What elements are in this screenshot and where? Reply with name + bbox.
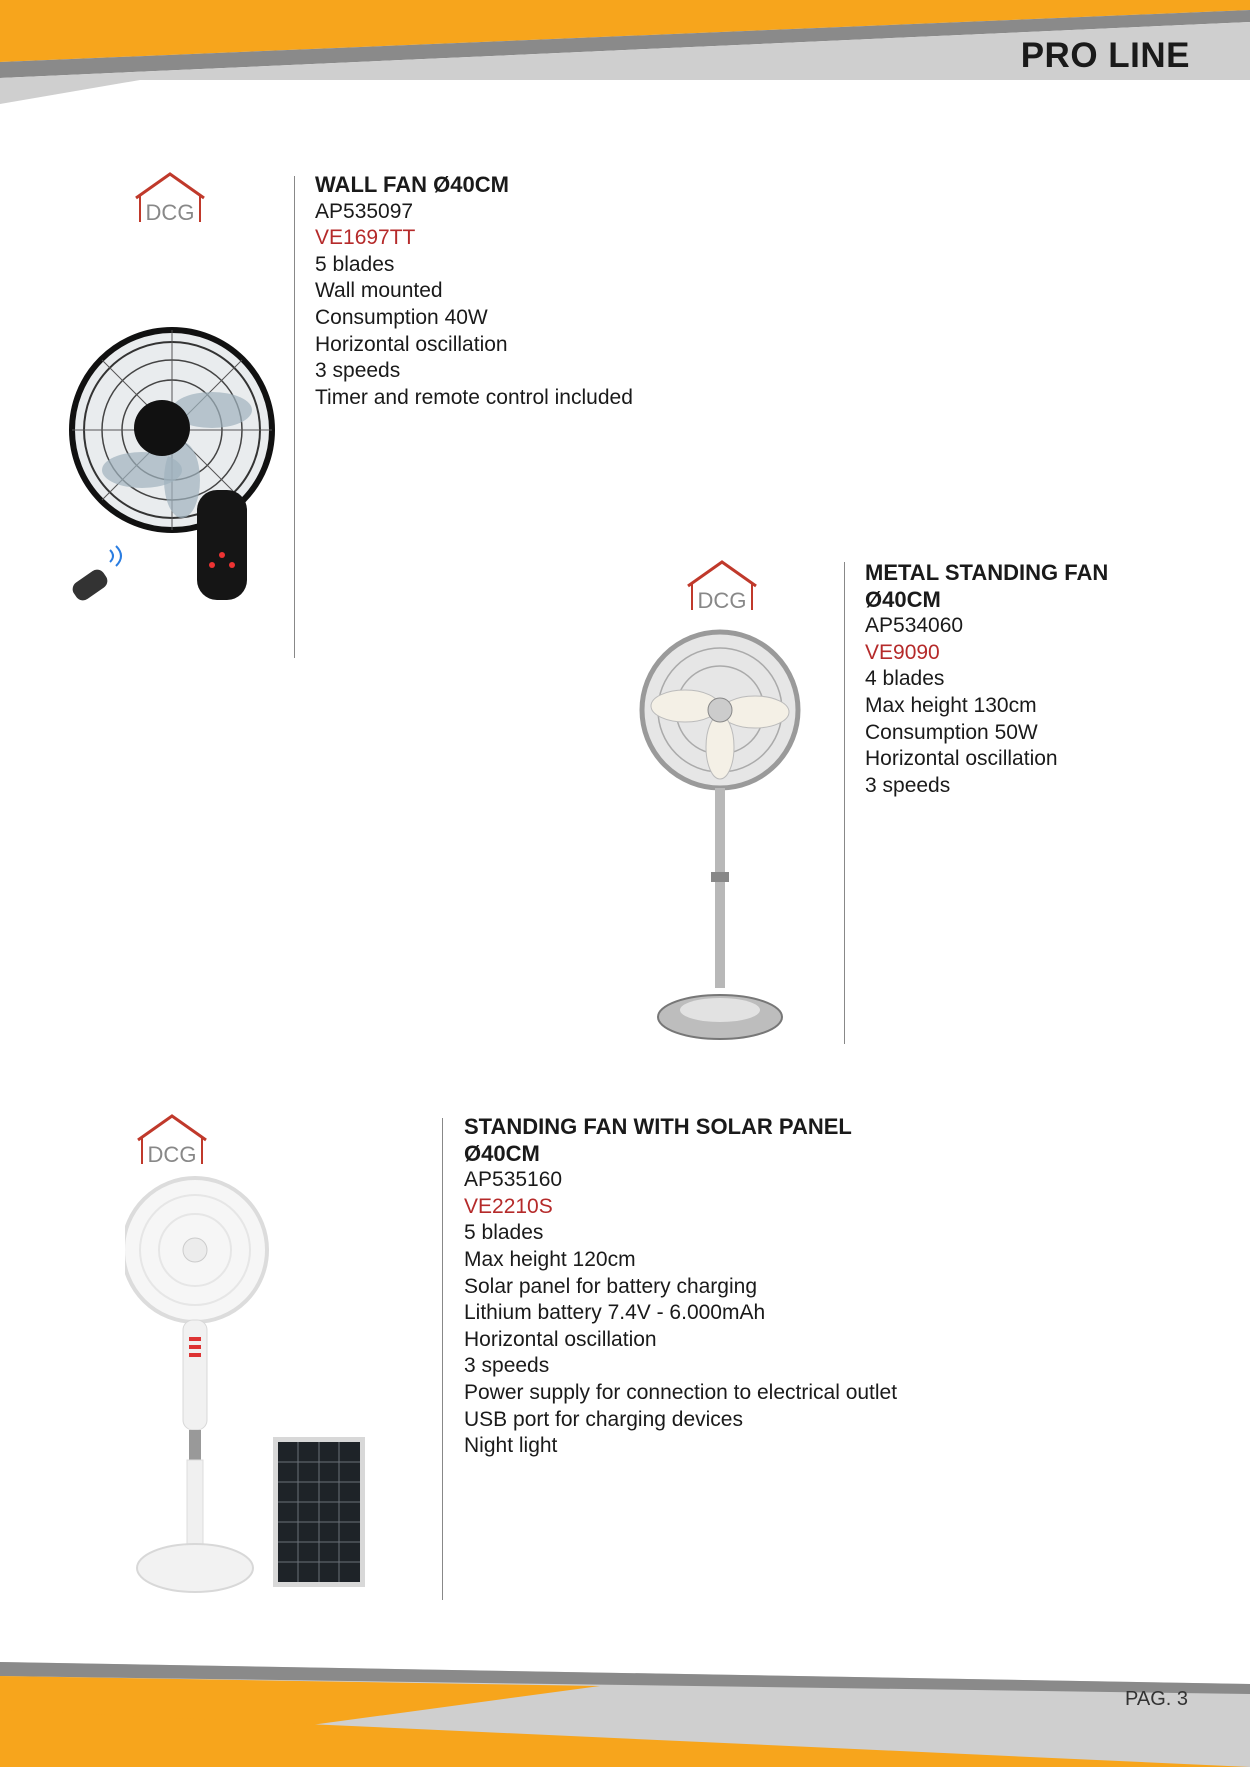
feature-item: Max height 120cm [464, 1247, 636, 1271]
divider [442, 1118, 443, 1600]
feature-item: 3 speeds [315, 359, 401, 383]
feature-item: 4 blades [865, 667, 945, 691]
divider [294, 176, 295, 658]
feature-item: Night light [464, 1434, 558, 1458]
feature-item: Wall mounted [315, 279, 443, 303]
feature-item: 3 speeds [865, 773, 951, 797]
page-title: PRO LINE [1020, 36, 1190, 75]
feature-item: Horizontal oscillation [464, 1327, 657, 1351]
feature-list [464, 1220, 924, 1459]
product-title: STANDING FAN WITH SOLAR PANEL Ø40CM [464, 1114, 852, 1166]
divider [844, 562, 845, 1044]
feature-item: 5 blades [315, 252, 395, 276]
feature-item: USB port for charging devices [464, 1407, 743, 1431]
dcg-logo [130, 170, 210, 228]
product-title: WALL FAN Ø40CM [315, 172, 509, 197]
product-code: AP535097 [315, 199, 414, 223]
product-code: AP534060 [865, 614, 964, 638]
svg-text:DCG: DCG [697, 588, 747, 613]
product-ref: VE1697TT [315, 226, 416, 250]
feature-item: Max height 130cm [865, 693, 1037, 717]
feature-item: Horizontal oscillation [865, 747, 1058, 771]
product-specs-wall-fan [315, 172, 633, 411]
solar-standing-fan-image [125, 1172, 375, 1597]
feature-item: 3 speeds [464, 1354, 550, 1378]
product-code: AP535160 [464, 1168, 563, 1192]
feature-list [865, 666, 1165, 799]
feature-item: Consumption 40W [315, 305, 488, 329]
product-title: METAL STANDING FAN Ø40CM [865, 560, 1109, 612]
feature-item: Lithium battery 7.4V - 6.000mAh [464, 1301, 766, 1325]
svg-text:DCG: DCG [145, 200, 195, 225]
product-specs-metal-standing-fan [865, 560, 1165, 799]
feature-item: Horizontal oscillation [315, 332, 508, 356]
svg-text:DCG: DCG [147, 1142, 197, 1167]
feature-item: Consumption 50W [865, 720, 1038, 744]
product-ref: VE2210S [464, 1194, 553, 1218]
footer-band [0, 1650, 1250, 1767]
dcg-logo [132, 1112, 212, 1170]
metal-standing-fan-image [635, 622, 805, 1047]
feature-list [315, 252, 633, 412]
page-number: PAG. 3 [1125, 1688, 1188, 1710]
wall-fan-image [62, 300, 282, 620]
dcg-logo [682, 558, 762, 616]
product-specs-solar-standing-fan [464, 1114, 924, 1460]
feature-item: 5 blades [464, 1221, 544, 1245]
feature-item: Timer and remote control included [315, 385, 633, 409]
feature-item: Solar panel for battery charging [464, 1274, 758, 1298]
product-ref: VE9090 [865, 640, 940, 664]
feature-item: Power supply for connection to electrical outlet [464, 1380, 898, 1404]
